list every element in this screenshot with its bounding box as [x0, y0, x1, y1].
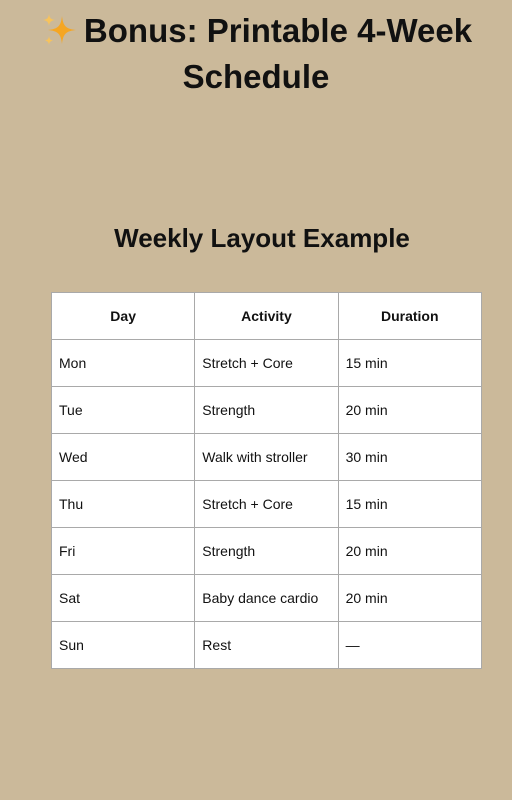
- column-header-day: Day: [52, 293, 195, 340]
- activity-cell: Walk with stroller: [195, 434, 338, 481]
- table-row: [52, 528, 482, 575]
- page-title: [0, 8, 512, 100]
- column-header-duration: Duration: [338, 293, 481, 340]
- day-cell: Thu: [52, 481, 195, 528]
- activity-cell: Rest: [195, 622, 338, 669]
- duration-cell: 15 min: [338, 481, 481, 528]
- weekly-schedule-table: [51, 292, 482, 669]
- day-cell: Sun: [52, 622, 195, 669]
- duration-cell: 20 min: [338, 528, 481, 575]
- table-row: [52, 340, 482, 387]
- duration-cell: 15 min: [338, 340, 481, 387]
- activity-cell: Baby dance cardio: [195, 575, 338, 622]
- activity-cell: Strength: [195, 528, 338, 575]
- table-header-row: [52, 293, 482, 340]
- table-row: [52, 434, 482, 481]
- duration-cell: 20 min: [338, 575, 481, 622]
- table-row: [52, 622, 482, 669]
- day-cell: Fri: [52, 528, 195, 575]
- activity-cell: Strength: [195, 387, 338, 434]
- table-row: [52, 575, 482, 622]
- day-cell: Tue: [52, 387, 195, 434]
- day-cell: Sat: [52, 575, 195, 622]
- column-header-activity: Activity: [195, 293, 338, 340]
- day-cell: Mon: [52, 340, 195, 387]
- section-heading: Weekly Layout Example: [114, 223, 410, 253]
- sparkles-icon: [40, 12, 80, 48]
- duration-cell: 20 min: [338, 387, 481, 434]
- page-title-text: Bonus: Printable 4-Week Schedule: [83, 12, 473, 95]
- table-row: [52, 387, 482, 434]
- duration-cell: 30 min: [338, 434, 481, 481]
- day-cell: Wed: [52, 434, 195, 481]
- activity-cell: Stretch + Core: [195, 481, 338, 528]
- table-row: [52, 481, 482, 528]
- duration-cell: —: [338, 622, 481, 669]
- activity-cell: Stretch + Core: [195, 340, 338, 387]
